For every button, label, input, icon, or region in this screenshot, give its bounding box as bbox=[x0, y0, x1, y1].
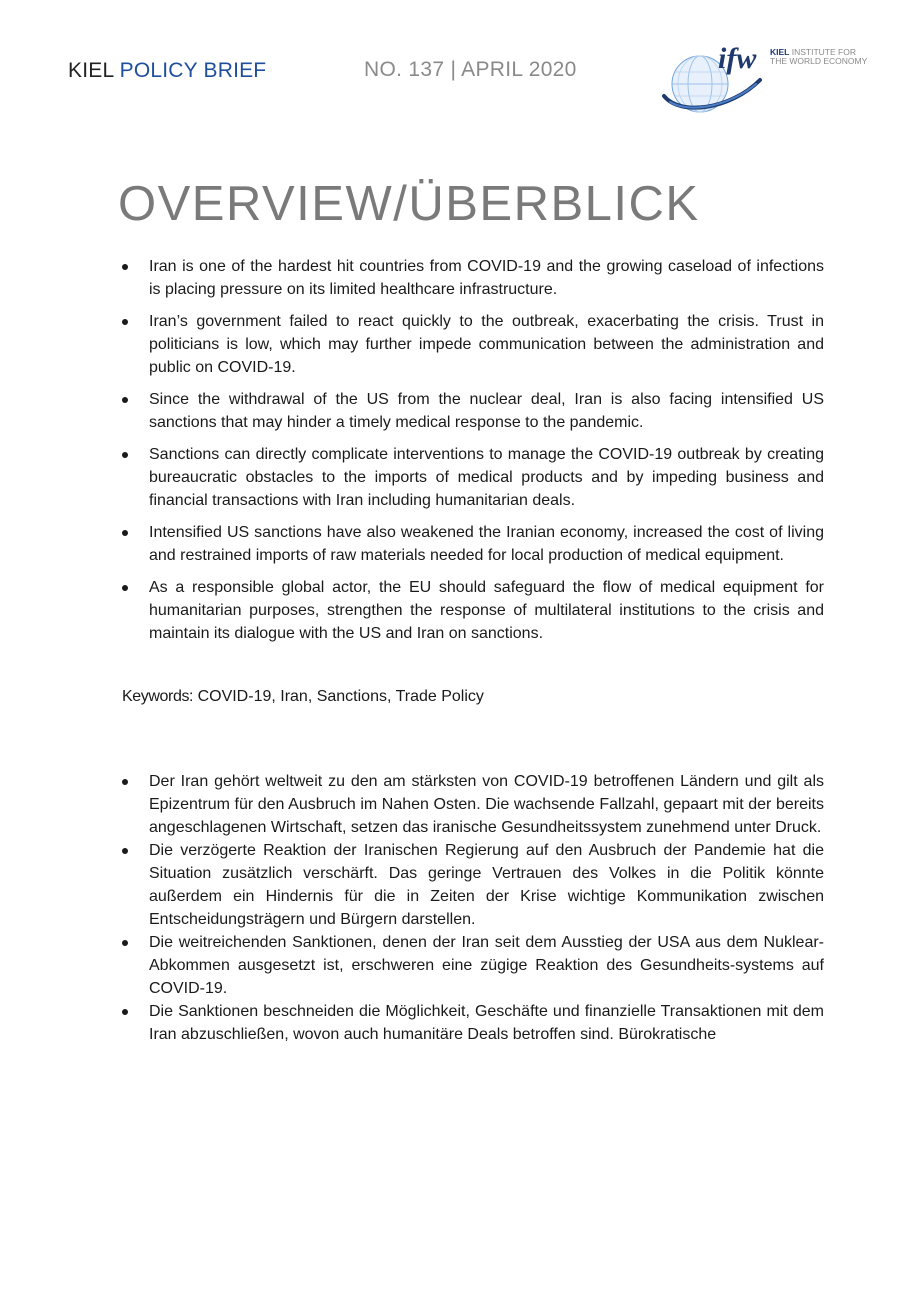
list-item bbox=[122, 839, 824, 931]
bullet-icon bbox=[122, 940, 128, 946]
list-item-text: Die Sanktionen beschneiden die Möglichkeit, Geschäfte und finanzielle Transaktionen mit dem Iran abzuschließen, wovon auch humanitäre Deals betroffen sind. Bürokratische bbox=[149, 1003, 824, 1043]
german-summary-list bbox=[122, 770, 824, 1046]
bullet-icon bbox=[122, 848, 128, 854]
list-item bbox=[122, 770, 824, 839]
english-summary-list bbox=[122, 255, 824, 654]
bullet-icon bbox=[122, 452, 128, 458]
bullet-icon bbox=[122, 264, 128, 270]
list-item bbox=[122, 443, 824, 512]
keywords bbox=[122, 688, 484, 706]
list-item bbox=[122, 310, 824, 379]
list-item-text: Die verzögerte Reaktion der Iranischen Regierung auf den Ausbruch der Pandemie hat die Situation zusätzlich verschärft. Das geringe Vertrauen des Volkes in die Politik könnte außerdem ein Hindernis für die in Zeiten der Krise wichtige Kommunikation zwischen Entscheidungsträgern und Bürgern darstellen. bbox=[149, 842, 824, 928]
list-item-text: Since the withdrawal of the US from the nuclear deal, Iran is also facing intensified US sanctions that may hinder a timely medical response to the pandemic. bbox=[149, 391, 824, 431]
bullet-icon bbox=[122, 397, 128, 403]
logo-line1-rest: INSTITUTE FOR bbox=[791, 47, 856, 57]
list-item-text: As a responsible global actor, the EU should safeguard the flow of medical equipment for humanitarian purposes, strengthen the response of multilateral institutions to the crisis and maintain its dialogue with the US and Iran on sanctions. bbox=[149, 579, 824, 642]
keywords-value: COVID-19, Iran, Sanctions, Trade Policy bbox=[197, 688, 484, 705]
bullet-icon bbox=[122, 319, 128, 325]
issue-number: NO. 137 | APRIL 2020 bbox=[364, 58, 577, 81]
bullet-icon bbox=[122, 779, 128, 785]
list-item-text: Der Iran gehört weltweit zu den am stärksten von COVID-19 betroffenen Ländern und gilt als Epizentrum für den Ausbruch im Nahen Osten. Die wachsende Fallzahl, gepaart mit der bereits angeschlagenen Wirtschaft, setzen das iranische Gesundheitssystem zunehmend unter Druck. bbox=[149, 773, 824, 836]
bullet-icon bbox=[122, 1009, 128, 1015]
list-item-text: Iran’s government failed to react quickly to the outbreak, exacerbating the crisis. Trust in politicians is low, which may further impede communication between the administration and public on COVID-19. bbox=[149, 313, 824, 376]
list-item-text: Intensified US sanctions have also weakened the Iranian economy, increased the cost of living and restrained imports of raw materials needed for local production of medical equipment. bbox=[149, 524, 824, 564]
logo-line2: THE WORLD ECONOMY bbox=[770, 56, 868, 66]
brand-accent: POLICY BRIEF bbox=[119, 59, 267, 82]
logo-caption bbox=[770, 48, 867, 66]
list-item bbox=[122, 931, 824, 1000]
list-item bbox=[122, 388, 824, 434]
bullet-icon bbox=[122, 585, 128, 591]
list-item bbox=[122, 1000, 824, 1046]
list-item bbox=[122, 521, 824, 567]
list-item-text: Sanctions can directly complicate interventions to manage the COVID-19 outbreak by creating bureaucratic obstacles to the imports of medical products and by impeding business and financial transactions with Iran including humanitarian deals. bbox=[149, 446, 824, 509]
logo-mark: ifw bbox=[718, 42, 757, 75]
list-item bbox=[122, 255, 824, 301]
logo-line1-bold: KIEL bbox=[770, 47, 790, 57]
brand-title bbox=[68, 59, 266, 83]
brand-prefix: KIEL bbox=[68, 59, 114, 82]
list-item-text: Die weitreichenden Sanktionen, denen der Iran seit dem Ausstieg der USA aus dem Nuklear-Abkommen ausgesetzt ist, erschweren eine zügige Reaktion des Gesundheits-systems auf COVID-19. bbox=[149, 934, 824, 997]
page-title: OVERVIEW/ÜBERBLICK bbox=[118, 177, 700, 231]
list-item bbox=[122, 576, 824, 645]
keywords-label: Keywords: bbox=[122, 688, 194, 705]
list-item-text: Iran is one of the hardest hit countries from COVID-19 and the growing caseload of infections is placing pressure on its limited healthcare infrastructure. bbox=[149, 258, 824, 298]
bullet-icon bbox=[122, 530, 128, 536]
